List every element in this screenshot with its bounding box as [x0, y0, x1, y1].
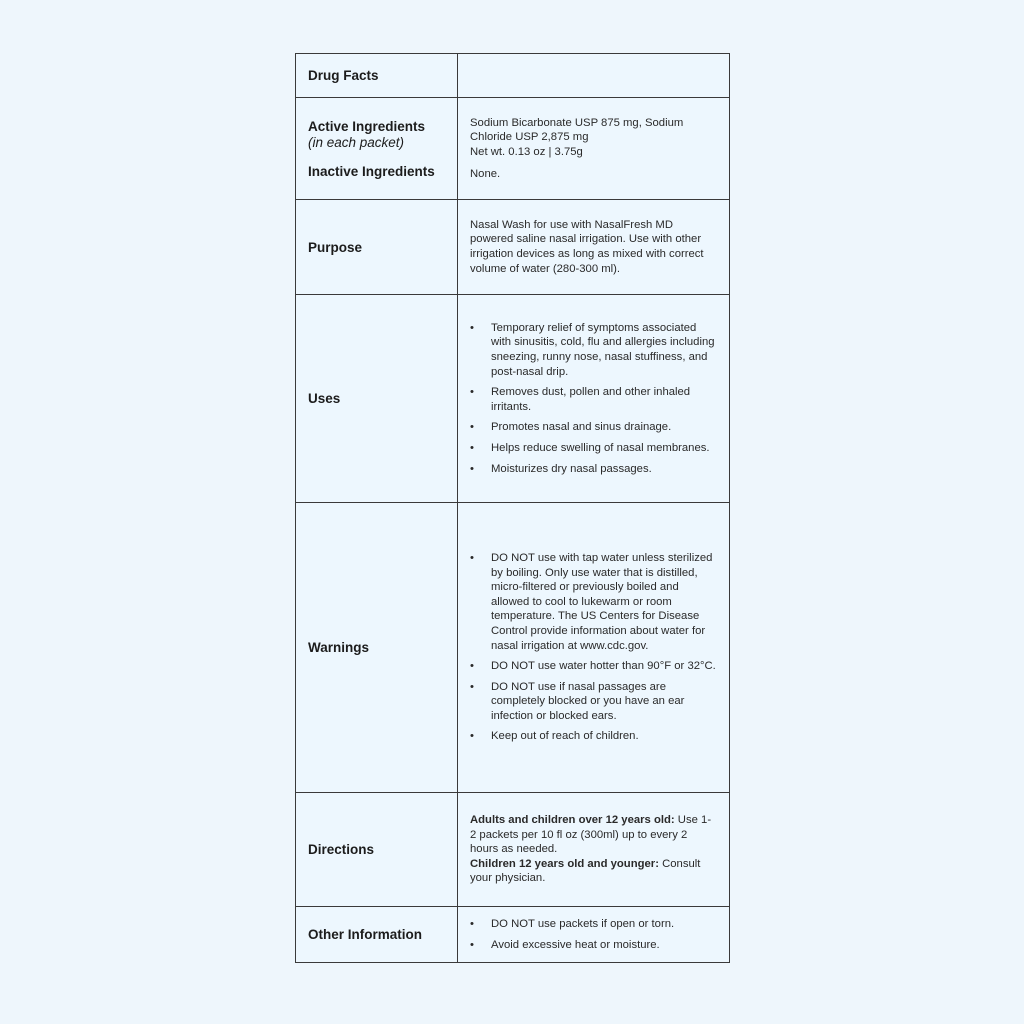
other-information-value-cell	[458, 907, 730, 963]
directions-adults-lead: Adults and children over 12 years old:	[470, 814, 675, 827]
bullet-icon: •	[470, 421, 474, 434]
directions-adults-text: Use 1-2 packets per 10 fl oz (300ml) up to every 2 hours as needed.	[470, 814, 712, 856]
purpose-label: Purpose	[296, 200, 458, 295]
list-item: • DO NOT use with tap water unless sterilized by boiling. Only use water that is distilled, micro-filtered or previously boiled and allowed to cool to lukewarm or room temperature. The US Centers for Disease Control provide information about water for nasal irrigation at www.cdc.gov.	[470, 551, 713, 652]
bullet-icon: •	[470, 321, 474, 334]
other-information-row	[296, 907, 730, 963]
inactive-ingredients-value: None.	[470, 167, 501, 180]
directions-adults	[470, 813, 717, 857]
bullet-icon: •	[470, 386, 474, 399]
bullet-icon: •	[470, 938, 474, 951]
active-ingredients-label: Active Ingredients	[308, 118, 426, 134]
bullet-icon: •	[470, 917, 474, 930]
net-weight: Net wt. 0.13 oz | 3.75g	[470, 146, 583, 158]
inactive-ingredients-label: Inactive Ingredients	[308, 163, 435, 179]
list-item: • Avoid excessive heat or moisture.	[470, 938, 660, 951]
drug-facts-header-row	[296, 54, 730, 98]
uses-row	[296, 295, 730, 503]
purpose-row	[296, 200, 730, 295]
directions-children-text: Consult your physician.	[470, 857, 701, 885]
directions-children-lead: Children 12 years old and younger:	[470, 857, 659, 870]
other-information-label: Other Information	[296, 907, 458, 963]
drug-facts-table	[295, 53, 730, 963]
bullet-icon: •	[470, 660, 474, 673]
active-ingredients-line: Sodium Bicarbonate USP 875 mg, Sodium	[470, 116, 684, 129]
bullet-icon: •	[470, 462, 474, 475]
active-ingredients-sublabel: (in each packet)	[308, 134, 405, 150]
bullet-icon: •	[470, 680, 474, 693]
list-item: • Temporary relief of symptoms associated with sinusitis, cold, flu and allergies including sneezing, runny nose, nasal stuffiness, and post-nasal drip.	[470, 321, 715, 378]
bullet-icon: •	[470, 551, 474, 564]
bullet-icon: •	[470, 441, 474, 454]
warnings-list	[470, 551, 717, 744]
list-item: • DO NOT use packets if open or torn.	[470, 917, 675, 930]
list-item: • Moisturizes dry nasal passages.	[470, 462, 652, 475]
directions-label: Directions	[296, 793, 458, 907]
list-item: • Promotes nasal and sinus drainage.	[470, 421, 672, 434]
ingredients-row	[296, 98, 730, 200]
directions-children	[470, 857, 717, 886]
list-item: • Keep out of reach of children.	[470, 730, 639, 743]
list-item: • Removes dust, pollen and other inhaled irritants.	[470, 386, 691, 413]
drug-facts-title-value	[458, 54, 730, 98]
list-item: • Helps reduce swelling of nasal membranes.	[470, 441, 710, 454]
warnings-value-cell	[458, 503, 730, 793]
ingredients-value-cell	[458, 98, 730, 200]
uses-list	[470, 321, 717, 476]
other-information-list	[470, 917, 717, 952]
directions-value-cell	[458, 793, 730, 907]
warnings-row	[296, 503, 730, 793]
list-item: • DO NOT use if nasal passages are completely blocked or you have an ear infection or blocked ears.	[470, 680, 685, 722]
bullet-icon: •	[470, 730, 474, 743]
warnings-label: Warnings	[296, 503, 458, 793]
ingredients-label-cell	[296, 98, 458, 200]
purpose-value: Nasal Wash for use with NasalFresh MD powered saline nasal irrigation. Use with other irrigation devices as long as mixed with correct volume of water (280-300 ml).	[458, 200, 730, 295]
drug-facts-title: Drug Facts	[296, 54, 458, 98]
list-item: • DO NOT use water hotter than 90°F or 32°C.	[470, 660, 716, 673]
active-ingredients-line: Chloride USP 2,875 mg	[470, 131, 589, 144]
uses-label: Uses	[296, 295, 458, 503]
uses-value-cell	[458, 295, 730, 503]
directions-row	[296, 793, 730, 907]
